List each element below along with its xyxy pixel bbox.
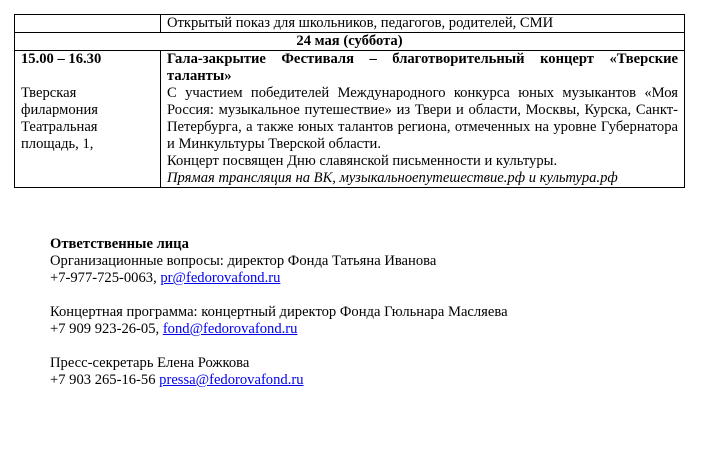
contacts-heading: Ответственные лица [50,236,189,252]
spacer [21,68,154,85]
contact-email-link[interactable]: fond@fedorovafond.ru [162,321,298,337]
open-show-cell: Открытый показ для школьников, педагогов, родителей, СМИ [161,15,685,33]
contact-phone: +7 903 265-16-56 [50,372,160,388]
contacts-section [50,236,690,389]
contact-email-link[interactable]: pr@fedorovafond.ru [160,270,281,286]
contact-role: Концертная программа: концертный директор Фонда Гюльнара Масляева [50,304,508,320]
date-header: 24 мая (суббота) [15,33,685,51]
spacer [50,338,690,355]
event-title: Гала-закрытие Фестиваля – благотворительный концерт «Тверские таланты» [167,51,678,84]
event-venue-line: филармония [21,102,98,118]
event-broadcast: Прямая трансляция на ВК, музыкальноепутешествие.рф и культура.рф [167,170,618,186]
table-row [15,51,685,188]
event-time-venue-cell [15,51,161,188]
contact-role: Организационные вопросы: директор Фонда Татьяна Иванова [50,253,437,269]
contact-line [50,270,690,287]
table-row [15,15,685,33]
contact-email-link[interactable]: pressa@fedorovafond.ru [159,372,304,388]
event-venue-line: Театральная [21,119,98,135]
event-description: С участием победителей Международного конкурса юных музыкантов «Моя Россия: музыкальное путешествие» из Твери и области, Москвы, Курска, Санкт-Петербурга, а также юных талантов региона, отмеченных на уровне Губернатора и Минкультуры Тверской области. [167,85,678,152]
event-venue-line: Тверская [21,85,77,101]
table-cell-empty [15,15,161,33]
event-time: 15.00 – 16.30 [21,51,102,67]
spacer [50,287,690,304]
table-row [15,33,685,51]
contact-line [50,321,690,338]
schedule-table [14,14,685,188]
contact-phone: +7 909 923-26-05, [50,321,163,337]
contact-phone: +7-977-725-0063, [50,270,161,286]
event-venue-line: площадь, 1, [21,136,94,152]
contact-line [50,372,690,389]
contact-role: Пресс-секретарь Елена Рожкова [50,355,250,371]
event-dedication: Концерт посвящен Дню славянской письменности и культуры. [167,153,558,169]
event-details-cell [161,51,685,188]
